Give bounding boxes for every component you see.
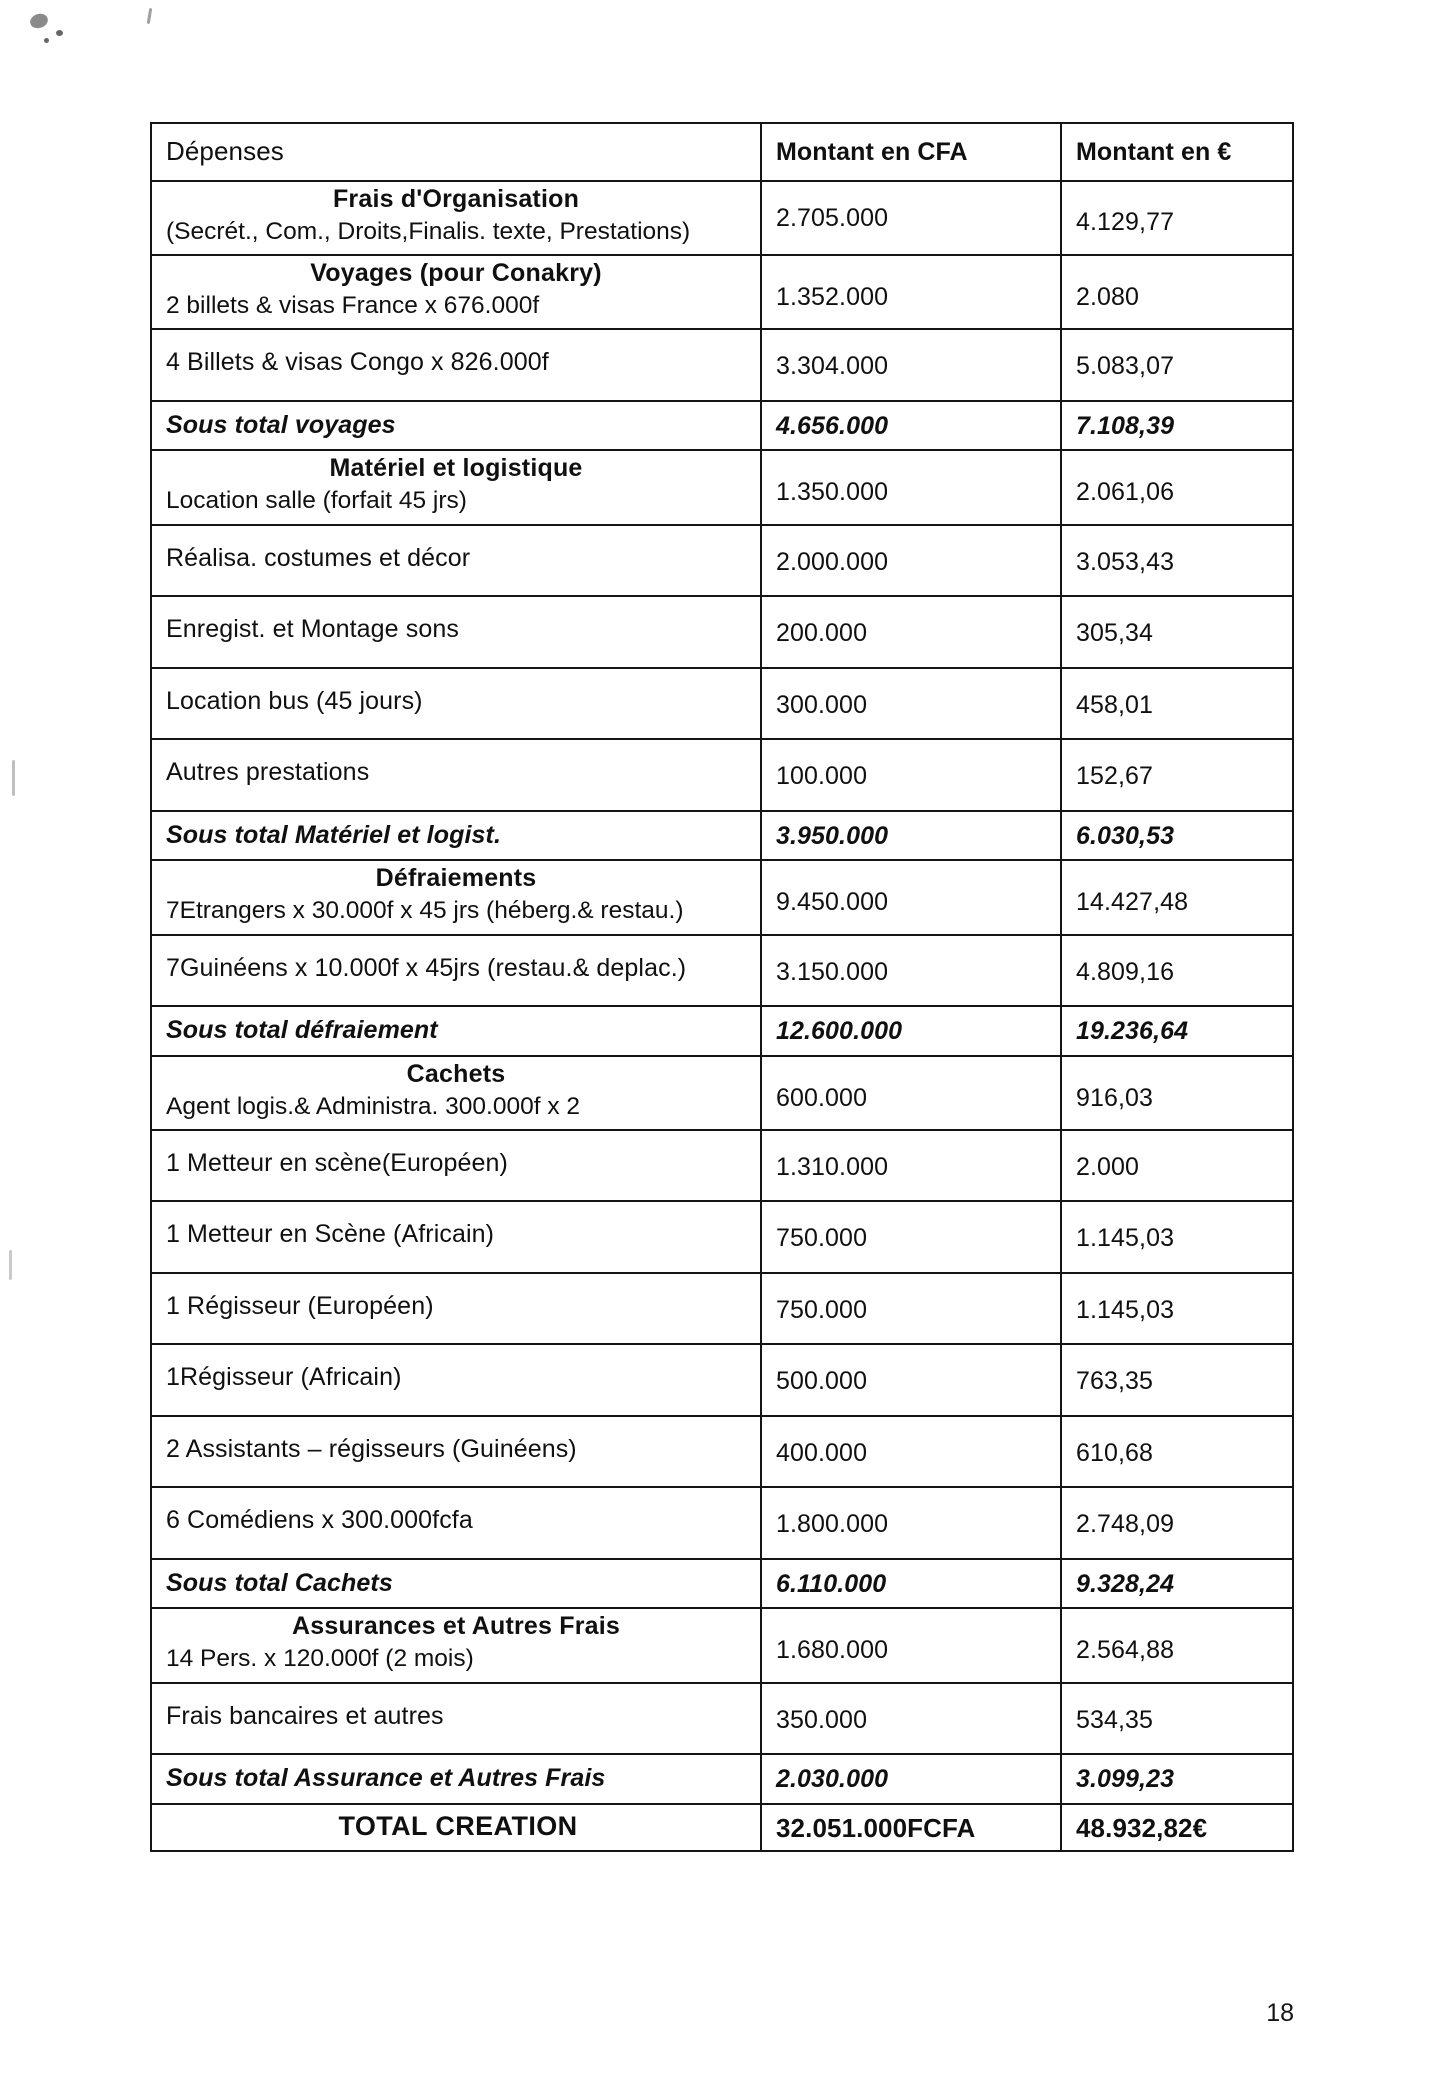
row-label: Réalisa. costumes et décor	[166, 543, 471, 572]
row-cfa-cell	[761, 1683, 1061, 1755]
column-header-label: Montant en €	[1076, 138, 1232, 166]
table-row	[151, 596, 1293, 668]
table-row	[151, 935, 1293, 1007]
table-row	[151, 1683, 1293, 1755]
row-eur-cell	[1061, 1683, 1293, 1755]
row-eur-cell	[1061, 860, 1293, 934]
row-label-cell	[151, 525, 761, 597]
row-label-cell	[151, 1006, 761, 1056]
row-cfa-cell	[761, 1006, 1061, 1056]
subtotal-eur: 7.108,39	[1076, 411, 1175, 440]
row-label: 7Etrangers x 30.000f x 45 jrs (héberg.& restau.)	[166, 897, 684, 925]
row-label-cell	[151, 401, 761, 451]
row-cfa-cell	[761, 181, 1061, 255]
row-label: Location bus (45 jours)	[166, 686, 423, 715]
table-row-subtotal	[151, 811, 1293, 861]
section-title: Cachets	[406, 1059, 506, 1088]
row-cfa-cell	[761, 1273, 1061, 1345]
row-label: Autres prestations	[166, 758, 370, 787]
amount-eur: 534,35	[1076, 1705, 1154, 1734]
row-label-cell	[151, 1056, 761, 1130]
row-eur-cell	[1061, 401, 1293, 451]
amount-eur: 2.564,88	[1076, 1636, 1175, 1665]
subtotal-cfa: 4.656.000	[776, 411, 889, 440]
amount-cfa: 350.000	[776, 1705, 868, 1734]
amount-eur: 2.061,06	[1076, 478, 1175, 507]
amount-eur: 2.080	[1076, 282, 1140, 311]
scan-speck-icon	[12, 760, 15, 796]
subtotal-label: Sous total Cachets	[166, 1568, 393, 1597]
row-label: Agent logis.& Administra. 300.000f x 2	[166, 1092, 581, 1120]
row-eur-cell	[1061, 1273, 1293, 1345]
row-label-cell	[151, 1754, 761, 1804]
row-label-cell	[151, 450, 761, 524]
header-cell-eur	[1061, 123, 1293, 181]
table-row	[151, 181, 1293, 255]
amount-eur: 4.129,77	[1076, 208, 1175, 237]
row-cfa-cell	[761, 1056, 1061, 1130]
row-label: 1 Régisseur (Européen)	[166, 1291, 434, 1320]
row-label: 1 Metteur en scène(Européen)	[166, 1148, 508, 1177]
row-label-cell	[151, 329, 761, 401]
table-row	[151, 739, 1293, 811]
row-eur-cell	[1061, 1056, 1293, 1130]
scan-speck-icon	[147, 8, 152, 24]
budget-table-body	[151, 123, 1293, 1851]
table-row	[151, 1344, 1293, 1416]
row-eur-cell	[1061, 739, 1293, 811]
row-cfa-cell	[761, 935, 1061, 1007]
row-eur-cell	[1061, 1754, 1293, 1804]
row-eur-cell	[1061, 329, 1293, 401]
column-header-label: Dépenses	[166, 136, 284, 167]
subtotal-cfa: 12.600.000	[776, 1017, 903, 1046]
row-label: 1 Metteur en Scène (Africain)	[166, 1220, 495, 1249]
row-label-cell	[151, 1130, 761, 1202]
table-row	[151, 1130, 1293, 1202]
row-cfa-cell	[761, 739, 1061, 811]
total-label-cell	[151, 1804, 761, 1851]
column-header-label: Montant en CFA	[776, 138, 968, 166]
scan-speck-icon	[44, 38, 49, 43]
table-row	[151, 255, 1293, 329]
row-eur-cell	[1061, 668, 1293, 740]
table-row	[151, 1273, 1293, 1345]
row-label-cell	[151, 181, 761, 255]
row-label: 2 Assistants – régisseurs (Guinéens)	[166, 1434, 577, 1463]
row-label-cell	[151, 1683, 761, 1755]
row-eur-cell	[1061, 596, 1293, 668]
row-cfa-cell	[761, 329, 1061, 401]
amount-eur: 916,03	[1076, 1083, 1154, 1112]
section-title: Défraiements	[375, 864, 537, 893]
amount-eur: 152,67	[1076, 762, 1154, 791]
row-eur-cell	[1061, 1487, 1293, 1559]
amount-cfa: 3.150.000	[776, 957, 889, 986]
row-eur-cell	[1061, 1344, 1293, 1416]
table-row	[151, 1487, 1293, 1559]
row-cfa-cell	[761, 1130, 1061, 1202]
table-row	[151, 1608, 1293, 1682]
amount-eur: 4.809,16	[1076, 957, 1175, 986]
amount-cfa: 100.000	[776, 762, 868, 791]
row-eur-cell	[1061, 1130, 1293, 1202]
row-label-cell	[151, 1201, 761, 1273]
amount-eur: 14.427,48	[1076, 888, 1189, 917]
table-row	[151, 525, 1293, 597]
amount-cfa: 500.000	[776, 1367, 868, 1396]
row-label: 14 Pers. x 120.000f (2 mois)	[166, 1645, 474, 1673]
amount-eur: 5.083,07	[1076, 352, 1175, 381]
row-cfa-cell	[761, 596, 1061, 668]
row-label: 7Guinéens x 10.000f x 45jrs (restau.& deplac.)	[166, 953, 687, 982]
header-cell-depenses	[151, 123, 761, 181]
subtotal-label: Sous total défraiement	[166, 1016, 438, 1045]
section-title: Matériel et logistique	[329, 454, 583, 483]
row-eur-cell	[1061, 1201, 1293, 1273]
table-row	[151, 450, 1293, 524]
row-eur-cell	[1061, 935, 1293, 1007]
row-eur-cell	[1061, 181, 1293, 255]
total-eur-cell	[1061, 1804, 1293, 1851]
row-cfa-cell	[761, 1201, 1061, 1273]
amount-cfa: 300.000	[776, 690, 868, 719]
scan-speck-icon	[28, 12, 49, 31]
subtotal-cfa: 3.950.000	[776, 821, 889, 850]
amount-cfa: 200.000	[776, 619, 868, 648]
row-label-cell	[151, 935, 761, 1007]
amount-eur: 2.748,09	[1076, 1510, 1175, 1539]
subtotal-eur: 9.328,24	[1076, 1569, 1175, 1598]
row-eur-cell	[1061, 525, 1293, 597]
total-cfa-cell	[761, 1804, 1061, 1851]
subtotal-label: Sous total Assurance et Autres Frais	[166, 1764, 606, 1793]
row-cfa-cell	[761, 1487, 1061, 1559]
table-row	[151, 1416, 1293, 1488]
row-label-cell	[151, 1559, 761, 1609]
table-row-subtotal	[151, 1006, 1293, 1056]
table-row-subtotal	[151, 1559, 1293, 1609]
section-title: Assurances et Autres Frais	[291, 1612, 621, 1641]
amount-eur: 763,35	[1076, 1367, 1154, 1396]
row-label: 4 Billets & visas Congo x 826.000f	[166, 348, 549, 377]
row-label: 2 billets & visas France x 676.000f	[166, 291, 540, 319]
row-label-cell	[151, 668, 761, 740]
row-eur-cell	[1061, 1608, 1293, 1682]
row-label-cell	[151, 255, 761, 329]
total-cfa: 32.051.000FCFA	[776, 1812, 976, 1843]
amount-cfa: 3.304.000	[776, 352, 889, 381]
row-label-cell	[151, 860, 761, 934]
subtotal-eur: 3.099,23	[1076, 1765, 1175, 1794]
row-label-cell	[151, 1344, 761, 1416]
row-cfa-cell	[761, 255, 1061, 329]
row-cfa-cell	[761, 1344, 1061, 1416]
amount-cfa: 400.000	[776, 1438, 868, 1467]
table-row	[151, 860, 1293, 934]
row-cfa-cell	[761, 450, 1061, 524]
amount-cfa: 1.352.000	[776, 282, 889, 311]
table-row	[151, 1201, 1293, 1273]
table-header-row	[151, 123, 1293, 181]
row-cfa-cell	[761, 1559, 1061, 1609]
subtotal-cfa: 6.110.000	[776, 1569, 887, 1598]
row-label: Location salle (forfait 45 jrs)	[166, 487, 467, 515]
row-eur-cell	[1061, 1559, 1293, 1609]
budget-table	[150, 122, 1294, 1852]
amount-cfa: 1.680.000	[776, 1636, 889, 1665]
row-eur-cell	[1061, 1416, 1293, 1488]
table-row-total	[151, 1804, 1293, 1851]
table-row	[151, 668, 1293, 740]
table-row	[151, 1056, 1293, 1130]
amount-eur: 458,01	[1076, 690, 1154, 719]
total-eur: 48.932,82€	[1076, 1812, 1208, 1843]
amount-cfa: 1.350.000	[776, 478, 889, 507]
row-cfa-cell	[761, 1754, 1061, 1804]
scan-speck-icon	[9, 1250, 12, 1280]
amount-cfa: 750.000	[776, 1295, 868, 1324]
section-title: Frais d'Organisation	[332, 184, 580, 213]
table-row-subtotal	[151, 401, 1293, 451]
scan-speck-icon	[56, 30, 63, 36]
row-label-cell	[151, 1608, 761, 1682]
subtotal-eur: 6.030,53	[1076, 821, 1175, 850]
amount-cfa: 750.000	[776, 1224, 868, 1253]
row-label-cell	[151, 739, 761, 811]
amount-cfa: 1.310.000	[776, 1152, 889, 1181]
row-label-cell	[151, 811, 761, 861]
header-cell-cfa	[761, 123, 1061, 181]
amount-cfa: 2.705.000	[776, 204, 889, 233]
row-label: Enregist. et Montage sons	[166, 615, 459, 644]
amount-cfa: 1.800.000	[776, 1510, 889, 1539]
table-row-subtotal	[151, 1754, 1293, 1804]
amount-cfa: 600.000	[776, 1083, 868, 1112]
row-label-cell	[151, 596, 761, 668]
amount-eur: 610,68	[1076, 1438, 1154, 1467]
row-cfa-cell	[761, 1608, 1061, 1682]
row-eur-cell	[1061, 811, 1293, 861]
amount-cfa: 2.000.000	[776, 547, 889, 576]
amount-eur: 1.145,03	[1076, 1224, 1175, 1253]
subtotal-label: Sous total voyages	[166, 410, 396, 439]
row-cfa-cell	[761, 668, 1061, 740]
row-cfa-cell	[761, 811, 1061, 861]
row-cfa-cell	[761, 860, 1061, 934]
amount-eur: 2.000	[1076, 1152, 1140, 1181]
subtotal-cfa: 2.030.000	[776, 1765, 889, 1794]
total-label: TOTAL CREATION	[338, 1811, 578, 1842]
row-eur-cell	[1061, 450, 1293, 524]
row-label-cell	[151, 1416, 761, 1488]
row-label: Frais bancaires et autres	[166, 1701, 444, 1730]
row-cfa-cell	[761, 525, 1061, 597]
row-label: 1Régisseur (Africain)	[166, 1363, 402, 1392]
amount-eur: 3.053,43	[1076, 547, 1175, 576]
amount-eur: 1.145,03	[1076, 1295, 1175, 1324]
row-cfa-cell	[761, 1416, 1061, 1488]
section-title: Voyages (pour Conakry)	[310, 258, 602, 287]
amount-cfa: 9.450.000	[776, 888, 889, 917]
row-label: 6 Comédiens x 300.000fcfa	[166, 1506, 473, 1535]
row-cfa-cell	[761, 401, 1061, 451]
subtotal-label: Sous total Matériel et logist.	[166, 820, 501, 849]
row-eur-cell	[1061, 255, 1293, 329]
row-label: (Secrét., Com., Droits,Finalis. texte, Prestations)	[166, 217, 691, 245]
row-label-cell	[151, 1273, 761, 1345]
subtotal-eur: 19.236,64	[1076, 1017, 1189, 1046]
page-number: 18	[1266, 1999, 1294, 2027]
table-row	[151, 329, 1293, 401]
amount-eur: 305,34	[1076, 619, 1154, 648]
row-label-cell	[151, 1487, 761, 1559]
row-eur-cell	[1061, 1006, 1293, 1056]
